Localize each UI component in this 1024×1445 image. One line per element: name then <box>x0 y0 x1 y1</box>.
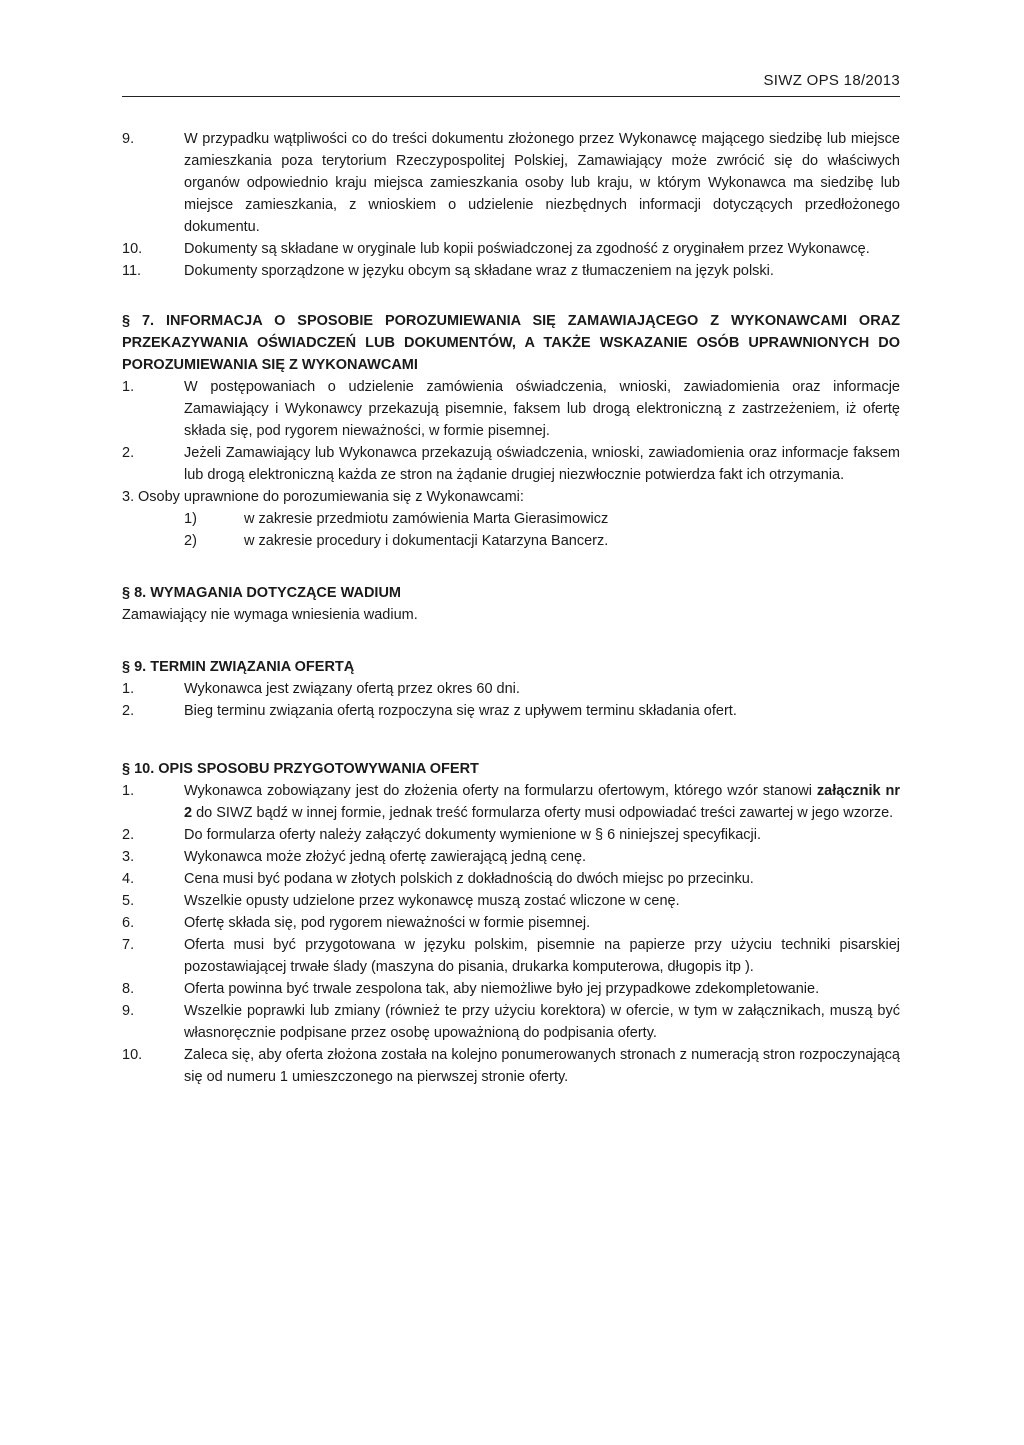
item-number: 9. <box>122 1003 135 1019</box>
item-number: 2. <box>122 703 135 719</box>
item-text: Wykonawca może złożyć jedną ofertę zawierającą jedną cenę. <box>184 849 587 865</box>
item-number: 10. <box>122 1047 143 1063</box>
item-text: Do formularza oferty należy załączyć dokumenty wymienione w § 6 niniejszej specyfikacji. <box>184 827 762 843</box>
list-item <box>122 934 900 978</box>
item-text: Wszelkie poprawki lub zmiany (również te przy użyciu korektora) w ofercie, w tym w załącznikach, muszą być własnoręcznie podpisane przez osobę upoważnioną do podpisania oferty. <box>184 1003 900 1041</box>
sub-item-text: w zakresie procedury i dokumentacji Katarzyna Bancerz. <box>244 533 609 549</box>
item-number: 5. <box>122 893 135 909</box>
spacer <box>122 282 900 310</box>
list-item <box>122 486 900 508</box>
item-number: 11. <box>122 263 142 279</box>
sub-item-text: w zakresie przedmiotu zamówienia Marta Gierasimowicz <box>244 511 609 527</box>
attachment-reference: załącznik nr 2 <box>184 783 900 821</box>
list-item <box>122 780 900 824</box>
item-number: 1. <box>122 379 135 395</box>
item-number: 2. <box>122 827 135 843</box>
item-text: Wykonawca jest związany ofertą przez okres 60 dni. <box>184 681 520 697</box>
list-item <box>122 890 900 912</box>
item-text <box>184 780 900 824</box>
item-number: 1. <box>122 681 135 697</box>
sub-item-number: 2) <box>184 533 197 549</box>
item-text-part: do SIWZ bądź w innej formie, jednak treść formularza oferty musi odpowiadać treści zawartej w jego wzorze. <box>192 805 894 821</box>
item-number: 9. <box>122 131 135 147</box>
item-number: 2. <box>122 445 135 461</box>
item-text: Bieg terminu związania ofertą rozpoczyna się wraz z upływem terminu składania ofert. <box>184 703 737 719</box>
item-text: W przypadku wątpliwości co do treści dokumentu złożonego przez Wykonawcę mającego siedzibę lub miejsce zamieszkania poza terytorium Rzeczypospolitej Polskiej, Zamawiający może zwrócić się do właściwych organów odpowiednio kraju miejsca zamieszkania osoby lub kraju, w którym Wykonawca ma siedzibę lub miejsce zamieszkania, z wnioskiem o udzielenie niezbędnych informacji dotyczących przedłożonego dokumentu. <box>184 131 900 235</box>
page-header: SIWZ OPS 18/2013 <box>763 72 900 89</box>
item-text: Cena musi być podana w złotych polskich z dokładnością do dwóch miejsc po przecinku. <box>184 871 754 887</box>
item-number: 10. <box>122 241 143 257</box>
list-item <box>122 1044 900 1088</box>
item-number: 6. <box>122 915 135 931</box>
section-8-text: Zamawiający nie wymaga wniesienia wadium. <box>122 607 418 623</box>
item-text: Wszelkie opusty udzielone przez wykonawcę muszą zostać wliczone w cenę. <box>184 893 680 909</box>
list-item <box>122 128 900 238</box>
list-item <box>122 238 900 260</box>
item-number: 3. <box>122 849 135 865</box>
item-number: 8. <box>122 981 135 997</box>
list-item <box>122 846 900 868</box>
sub-item-number: 1) <box>184 511 197 527</box>
spacer <box>122 722 900 758</box>
section-7-heading: § 7. INFORMACJA O SPOSOBIE POROZUMIEWANIA SIĘ ZAMAWIAJĄCEGO Z WYKONAWCAMI ORAZ PRZEKAZYWANIA OŚWIADCZEŃ LUB DOKUMENTÓW, A TAKŻE WSKAZANIE OSÓB UPRAWNIONYCH DO POROZUMIEWANIA SIĘ Z WYKONAWCAMI <box>122 313 900 373</box>
spacer <box>122 552 900 582</box>
section-10-heading: § 10. OPIS SPOSOBU PRZYGOTOWYWANIA OFERT <box>122 761 479 777</box>
item-text: Dokumenty sporządzone w języku obcym są składane wraz z tłumaczeniem na język polski. <box>184 263 774 279</box>
list-item <box>122 442 900 486</box>
list-item <box>122 700 900 722</box>
header-rule <box>122 96 900 97</box>
item-text-part: Wykonawca zobowiązany jest do złożenia oferty na formularzu ofertowym, którego wzór stanowi <box>184 783 817 799</box>
list-item <box>122 1000 900 1044</box>
item-text: Zaleca się, aby oferta złożona została na kolejno ponumerowanych stronach z numeracją stron rozpoczynającą się od numeru 1 umieszczonego na pierwszej stronie oferty. <box>184 1047 900 1085</box>
list-item <box>122 912 900 934</box>
section-9-heading: § 9. TERMIN ZWIĄZANIA OFERTĄ <box>122 659 355 675</box>
document-content <box>122 128 900 1088</box>
list-item <box>122 978 900 1000</box>
item-text: W postępowaniach o udzielenie zamówienia oświadczenia, wnioski, zawiadomienia oraz informacje Zamawiający i Wykonawcy przekazują pisemnie, faksem lub drogą elektroniczną z zastrzeżeniem, iż ofertę składa się, pod rygorem nieważności, w formie pisemnej. <box>184 379 900 439</box>
item-text: Osoby uprawnione do porozumiewania się z Wykonawcami: <box>138 489 524 505</box>
item-number: 4. <box>122 871 135 887</box>
list-item <box>122 376 900 442</box>
item-text: Jeżeli Zamawiający lub Wykonawca przekazują oświadczenia, wnioski, zawiadomienia oraz informacje faksem lub drogą elektroniczną każda ze stron na żądanie drugiej niezwłocznie potwierdza fakt ich otrzymania. <box>184 445 900 483</box>
item-number: 1. <box>122 783 135 799</box>
item-number: 7. <box>122 937 135 953</box>
item-number: 3. <box>122 489 135 505</box>
list-item <box>122 260 900 282</box>
sub-list-item <box>122 530 900 552</box>
item-text: Oferta powinna być trwale zespolona tak, aby niemożliwe było jej przypadkowe zdekompletowanie. <box>184 981 820 997</box>
item-text: Dokumenty są składane w oryginale lub kopii poświadczonej za zgodność z oryginałem przez Wykonawcę. <box>184 241 870 257</box>
spacer <box>122 626 900 656</box>
list-item <box>122 868 900 890</box>
item-text: Ofertę składa się, pod rygorem nieważności w formie pisemnej. <box>184 915 591 931</box>
sub-list-item <box>122 508 900 530</box>
item-text: Oferta musi być przygotowana w języku polskim, pisemnie na papierze przy użyciu techniki pisarskiej pozostawiającej trwałe ślady (maszyna do pisania, drukarka komputerowa, długopis itp ). <box>184 937 900 975</box>
list-item <box>122 824 900 846</box>
section-8-heading: § 8. WYMAGANIA DOTYCZĄCE WADIUM <box>122 585 401 601</box>
list-item <box>122 678 900 700</box>
